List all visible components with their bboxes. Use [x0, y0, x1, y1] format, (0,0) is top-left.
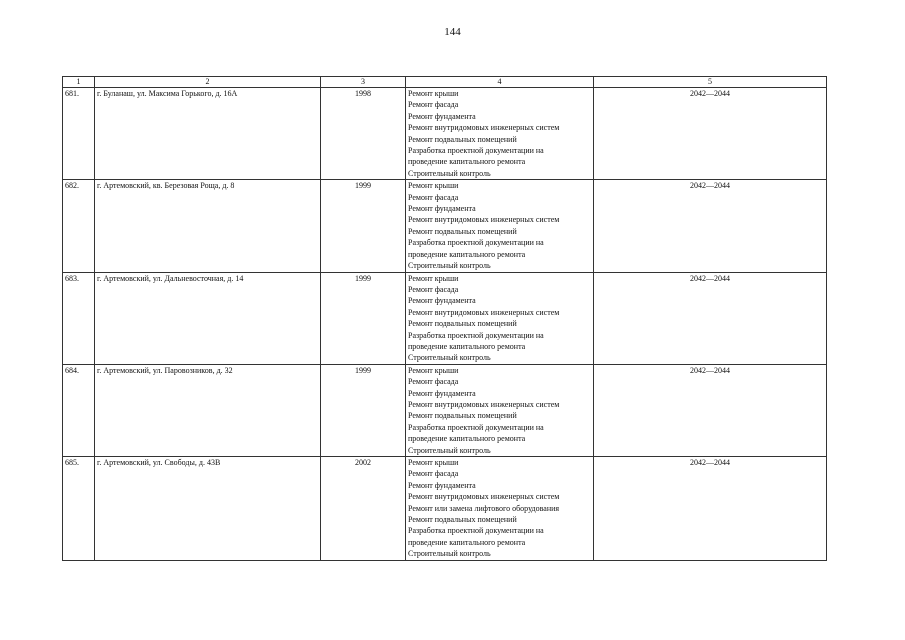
work-item: Ремонт крыши: [408, 273, 459, 283]
work-item: Строительный контроль: [408, 168, 491, 178]
work-item: Ремонт фасада: [408, 469, 459, 479]
address-cell: г. Артемовский, ул. Паровозников, д. 32: [95, 364, 321, 456]
work-item: Ремонт внутридомовых инженерных систем: [408, 492, 560, 502]
work-item: Ремонт фасада: [408, 100, 459, 110]
table-row: [63, 457, 827, 561]
work-item: Ремонт внутридомовых инженерных систем: [408, 123, 560, 133]
works-cell: [406, 88, 594, 180]
header-row: [63, 77, 827, 88]
row-number: 683.: [63, 272, 95, 364]
period-cell: 2042—2044: [594, 180, 827, 272]
address-cell: г. Артемовский, ул. Свободы, д. 43В: [95, 457, 321, 561]
works-cell: [406, 272, 594, 364]
work-item: Ремонт фундамента: [408, 480, 476, 490]
table-row: [63, 180, 827, 272]
work-item: Ремонт крыши: [408, 89, 459, 98]
capital-repair-table: [62, 76, 827, 561]
row-number: 685.: [63, 457, 95, 561]
work-item: Ремонт крыши: [408, 365, 459, 375]
period-cell: 2042—2044: [594, 457, 827, 561]
work-item: Разработка проектной документации на: [408, 526, 544, 536]
header-cell-3: 3: [321, 77, 406, 88]
work-item: проведение капитального ремонта: [408, 157, 526, 167]
work-item: Ремонт фундамента: [408, 204, 476, 214]
work-item: Разработка проектной документации на: [408, 330, 544, 340]
year-cell: 1999: [321, 180, 406, 272]
work-item: Ремонт фасада: [408, 377, 459, 387]
work-item: Разработка проектной документации на: [408, 238, 544, 248]
table-body: [63, 88, 827, 561]
work-item: Разработка проектной документации на: [408, 422, 544, 432]
period-cell: 2042—2044: [594, 88, 827, 180]
header-cell-5: 5: [594, 77, 827, 88]
works-cell: [406, 457, 594, 561]
work-item: Ремонт фундамента: [408, 296, 476, 306]
year-cell: 1999: [321, 272, 406, 364]
work-item: Ремонт фундамента: [408, 388, 476, 398]
work-item: Строительный контроль: [408, 445, 491, 455]
address-cell: г. Артемовский, ул. Дальневосточная, д. 14: [95, 272, 321, 364]
work-item: Ремонт крыши: [408, 458, 459, 467]
work-item: Ремонт или замена лифтового оборудования: [408, 503, 560, 513]
work-item: Ремонт подвальных помещений: [408, 226, 517, 236]
work-item: Ремонт внутридомовых инженерных систем: [408, 307, 560, 317]
row-number: 682.: [63, 180, 95, 272]
row-number: 681.: [63, 88, 95, 180]
page-number: 144: [444, 26, 461, 38]
year-cell: 2002: [321, 457, 406, 561]
works-cell: [406, 180, 594, 272]
work-item: проведение капитального ремонта: [408, 434, 526, 444]
table-row: [63, 88, 827, 180]
address-cell: г. Артемовский, кв. Березовая Роща, д. 8: [95, 180, 321, 272]
header-cell-2: 2: [95, 77, 321, 88]
work-item: Ремонт внутридомовых инженерных систем: [408, 215, 560, 225]
work-item: проведение капитального ремонта: [408, 341, 526, 351]
header-cell-1: 1: [63, 77, 95, 88]
period-cell: 2042—2044: [594, 272, 827, 364]
header-cell-4: 4: [406, 77, 594, 88]
work-item: Ремонт фасада: [408, 284, 459, 294]
address-cell: г. Буланаш, ул. Максима Горького, д. 16А: [95, 88, 321, 180]
work-item: Ремонт подвальных помещений: [408, 411, 517, 421]
work-item: Ремонт внутридомовых инженерных систем: [408, 399, 560, 409]
work-item: Ремонт подвальных помещений: [408, 515, 517, 525]
table-row: [63, 272, 827, 364]
work-item: Строительный контроль: [408, 353, 491, 363]
work-item: Ремонт подвальных помещений: [408, 319, 517, 329]
work-item: Строительный контроль: [408, 549, 491, 559]
work-item: проведение капитального ремонта: [408, 537, 526, 547]
work-item: Ремонт фундамента: [408, 111, 476, 121]
work-item: Ремонт крыши: [408, 181, 459, 191]
table-row: [63, 364, 827, 456]
period-cell: 2042—2044: [594, 364, 827, 456]
work-item: Разработка проектной документации на: [408, 146, 544, 156]
works-cell: [406, 364, 594, 456]
work-item: Строительный контроль: [408, 261, 491, 271]
year-cell: 1998: [321, 88, 406, 180]
work-item: проведение капитального ремонта: [408, 249, 526, 259]
work-item: Ремонт подвальных помещений: [408, 134, 517, 144]
row-number: 684.: [63, 364, 95, 456]
year-cell: 1999: [321, 364, 406, 456]
work-item: Ремонт фасада: [408, 192, 459, 202]
